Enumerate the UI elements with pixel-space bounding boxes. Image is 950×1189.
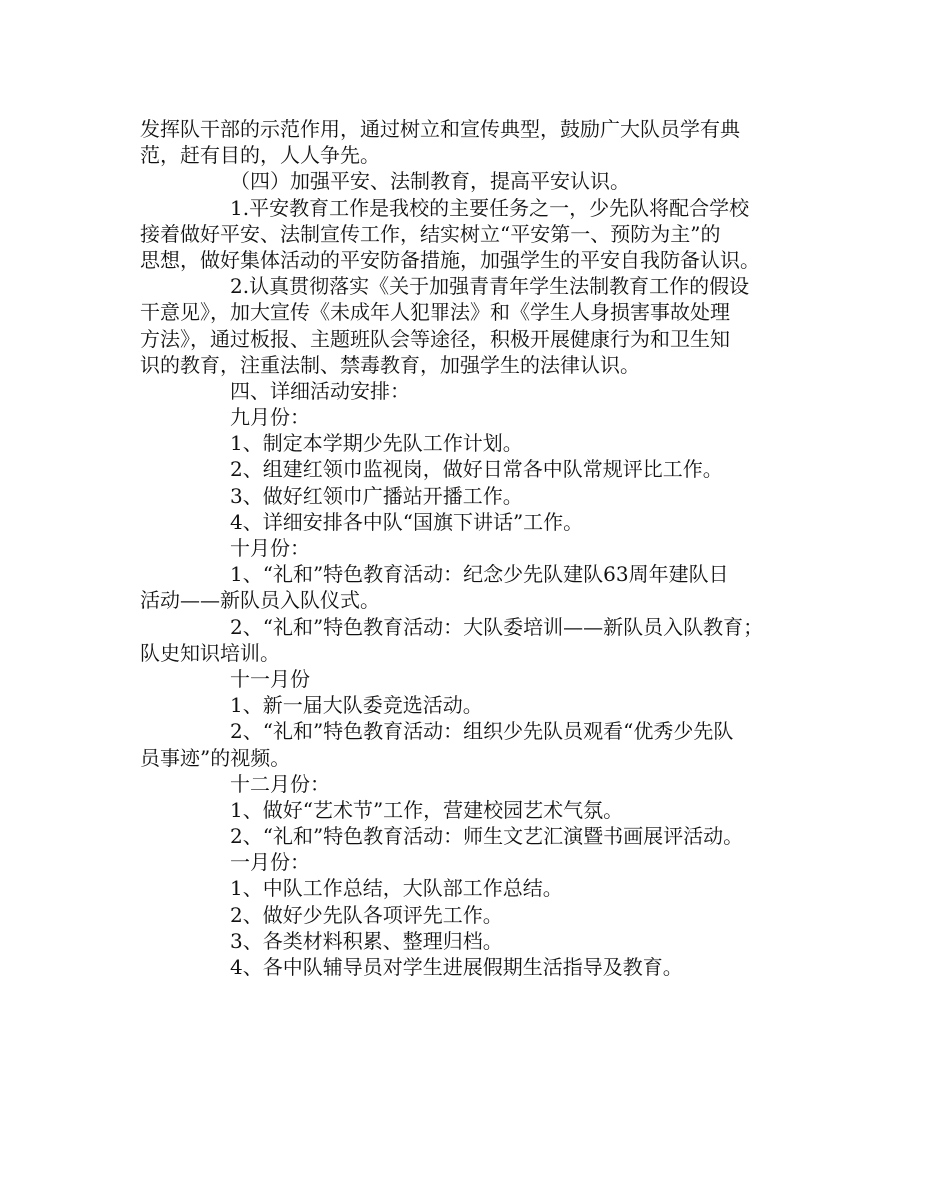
text-line: 2、“礼和”特色教育活动：大队委培训——新队员入队教育； bbox=[230, 614, 764, 639]
text-line: 2、“礼和”特色教育活动：师生文艺汇演暨书画展评活动。 bbox=[230, 824, 744, 849]
document-body bbox=[140, 116, 810, 980]
text-line: 队史知识培训。 bbox=[140, 640, 280, 665]
text-line: 发挥队干部的示范作用，通过树立和宣传典型，鼓励广大队员学有典 bbox=[140, 117, 740, 141]
text-line: 2、组建红领巾监视岗，做好日常各中队常规评比工作。 bbox=[230, 457, 723, 482]
text-line: 十二月份： bbox=[230, 771, 330, 796]
text-line: 接着做好平安、法制宣传工作，结实树立“平安第一、预防为主”的 bbox=[140, 221, 721, 246]
text-line: 3、各类材料积累、整理归档。 bbox=[230, 928, 503, 953]
text-line: 一月份： bbox=[230, 850, 310, 875]
text-line: 1、新一届大队委竞选活动。 bbox=[230, 693, 483, 718]
text-line: （四）加强平安、法制教育，提高平安认识。 bbox=[230, 169, 630, 194]
text-line: 3、做好红领巾广播站开播工作。 bbox=[230, 483, 523, 508]
text-line: 4、详细安排各中队“国旗下讲话”工作。 bbox=[230, 509, 584, 534]
text-line: 活动——新队员入队仪式。 bbox=[140, 588, 380, 613]
text-line: 1、中队工作总结，大队部工作总结。 bbox=[230, 876, 563, 901]
text-line: 4、各中队辅导员对学生进展假期生活指导及教育。 bbox=[230, 955, 683, 979]
text-line: 1、做好“艺术节”工作，营建校园艺术气氛。 bbox=[230, 797, 624, 822]
text-line: 1、制定本学期少先队工作计划。 bbox=[230, 431, 523, 456]
text-line: 1.平安教育工作是我校的主要任务之一，少先队将配合学校 bbox=[230, 195, 750, 220]
text-line: 十月份： bbox=[230, 536, 310, 560]
text-line: 1、“礼和”特色教育活动：纪念少先队建队63周年建队日 bbox=[230, 562, 729, 587]
text-line: 2.认真贯彻落实《关于加强青青年学生法制教育工作的假设 bbox=[230, 274, 750, 299]
text-line: 2、“礼和”特色教育活动：组织少先队员观看“优秀少先队 bbox=[230, 719, 734, 744]
text-line: 识的教育，注重法制、禁毒教育，加强学生的法律认识。 bbox=[140, 352, 640, 377]
text-line: 范，赶有目的，人人争先。 bbox=[140, 143, 380, 168]
text-line: 干意见》，加大宣传《未成年人犯罪法》和《学生人身损害事故处理 bbox=[140, 300, 730, 325]
text-line: 方法》，通过板报、主题班队会等途径，积极开展健康行为和卫生知 bbox=[140, 326, 730, 351]
text-line: 2、做好少先队各项评先工作。 bbox=[230, 902, 503, 927]
text-line: 九月份： bbox=[230, 405, 310, 430]
text-line: 思想，做好集体活动的平安防备措施，加强学生的平安自我防备认识。 bbox=[140, 247, 760, 272]
text-line: 员事迹”的视频。 bbox=[140, 745, 291, 770]
text-line: 十一月份 bbox=[230, 666, 310, 691]
text-line: 四、详细活动安排： bbox=[230, 378, 410, 403]
